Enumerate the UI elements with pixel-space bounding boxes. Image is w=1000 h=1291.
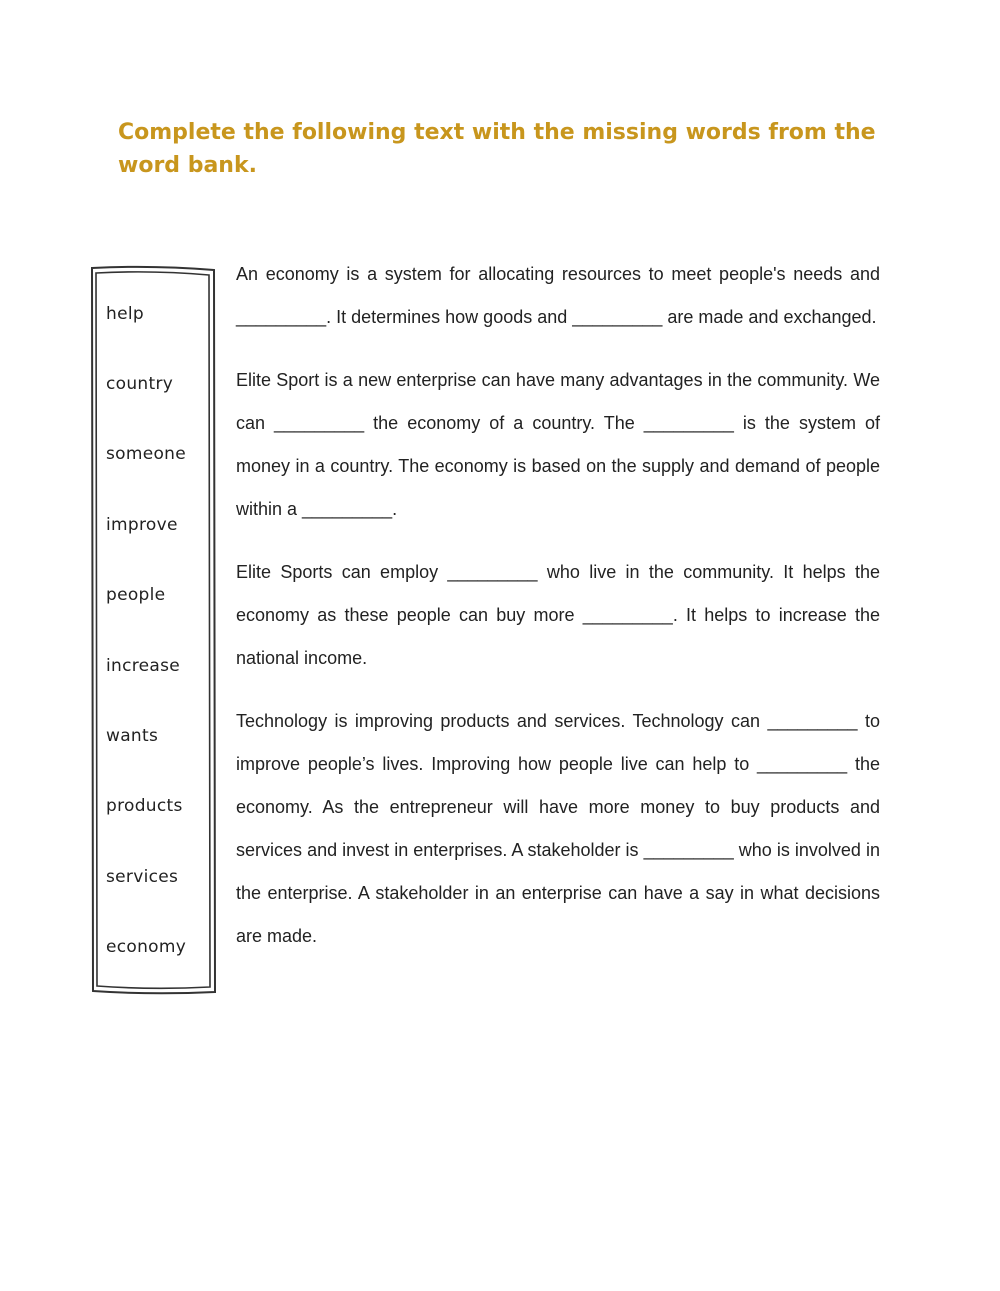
paragraph-technology xyxy=(236,700,880,958)
paragraph-economy-definition xyxy=(236,253,880,339)
word-bank-item: products xyxy=(106,796,183,816)
paragraph-elite-sport xyxy=(236,359,880,531)
blank-field[interactable]: _________ xyxy=(274,413,365,433)
passage xyxy=(236,253,880,978)
blank-field[interactable]: _________ xyxy=(767,711,858,731)
blank-field[interactable]: _________ xyxy=(447,562,538,582)
text-segment: . It helps to increase the national income. xyxy=(236,605,880,668)
text-segment: An economy is a system for allocating resources to meet people's needs and xyxy=(236,264,880,284)
text-segment: the economy. As the entrepreneur will have more money to buy products and services and invest in enterprises. A stakeholder is xyxy=(236,754,880,860)
paragraph-employment xyxy=(236,551,880,680)
blank-field[interactable]: _________ xyxy=(572,307,663,327)
text-segment: who live in the community. It helps the economy as these people can buy more xyxy=(236,562,880,625)
word-bank-item: someone xyxy=(106,444,187,464)
text-segment: is the system of money in a country. The economy is based on the supply and demand of people within a xyxy=(236,413,880,519)
word-bank-item: people xyxy=(106,585,166,605)
word-bank-item: increase xyxy=(106,656,181,676)
word-bank-item: wants xyxy=(106,726,159,746)
text-segment: Elite Sport is a new enterprise can have many advantages in the community. We can xyxy=(236,370,880,433)
text-segment: . It determines how goods and xyxy=(326,307,573,327)
text-segment: . xyxy=(392,499,398,519)
word-bank-item: services xyxy=(106,867,179,887)
blank-field[interactable]: _________ xyxy=(757,754,848,774)
word-bank-item: economy xyxy=(106,937,187,957)
text-segment: Elite Sports can employ xyxy=(236,562,448,582)
word-bank-box xyxy=(90,264,217,996)
blank-field[interactable]: _________ xyxy=(643,413,734,433)
text-segment: the economy of a country. The xyxy=(364,413,644,433)
instruction-heading: Complete the following text with the missing words from the word bank. xyxy=(118,120,876,178)
blank-field[interactable]: _________ xyxy=(643,840,734,860)
word-bank-item: country xyxy=(106,374,174,394)
blank-field[interactable]: _________ xyxy=(582,605,673,625)
blank-field[interactable]: _________ xyxy=(236,307,327,327)
text-segment: to improve people’s lives. Improving how people live can help to xyxy=(236,711,880,774)
word-bank-item: improve xyxy=(106,515,178,535)
text-segment: Technology is improving products and services. Technology can xyxy=(236,711,768,731)
text-segment: are made and exchanged. xyxy=(662,307,877,327)
word-bank-item: help xyxy=(106,304,144,324)
text-segment: who is involved in the enterprise. A stakeholder in an enterprise can have a say in what decisions are made. xyxy=(236,840,880,946)
blank-field[interactable]: _________ xyxy=(302,499,393,519)
